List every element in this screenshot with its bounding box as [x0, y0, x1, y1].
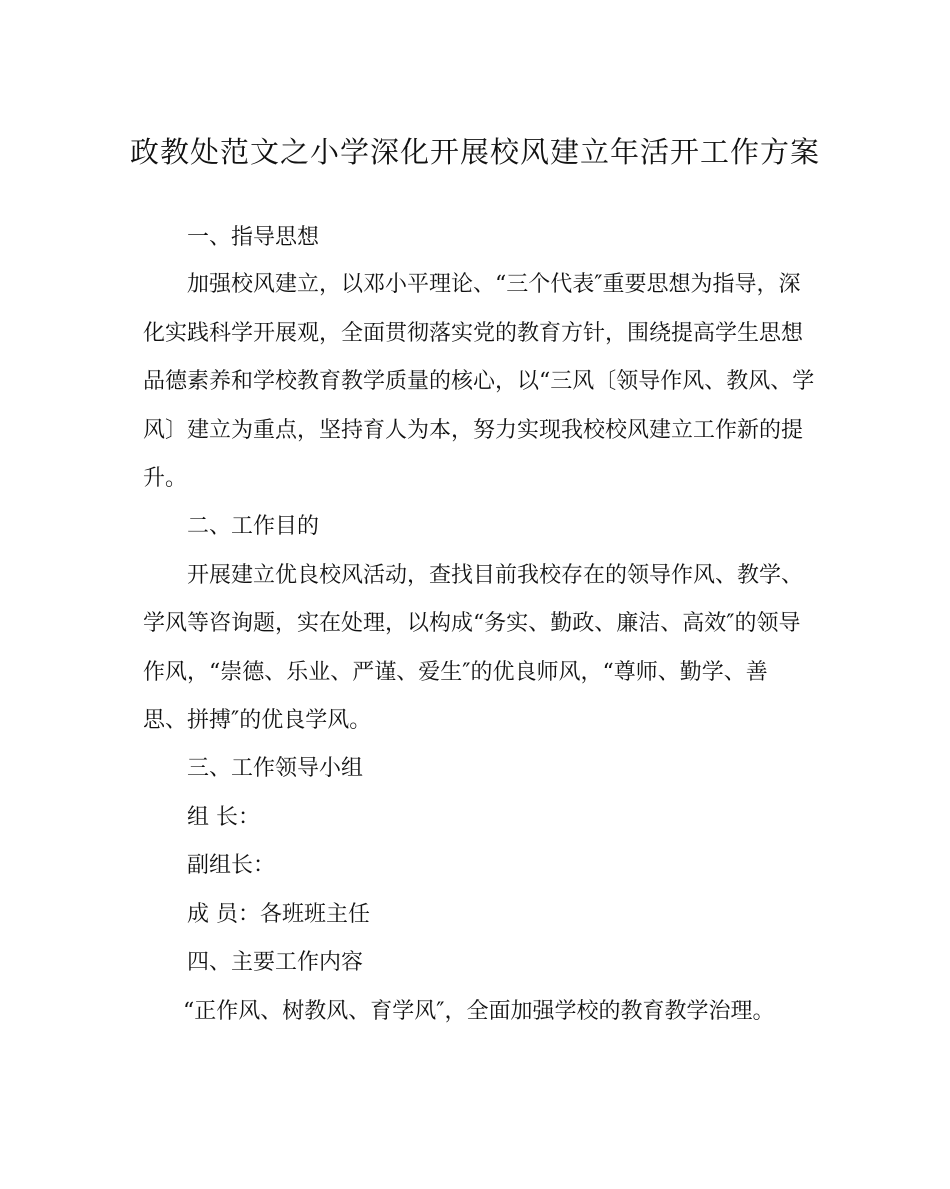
paragraph-line: “正作风、树教风、育学风″，全面加强学校的教育教学治理。 — [183, 999, 775, 1024]
paragraph-line: 化实践科学开展观，全面贯彻落实党的教育方针，围绕提高学生思想 — [143, 321, 804, 346]
document-title: 政教处范文之小学深化开展校风建立年活开工作方案 — [129, 135, 820, 169]
section-heading-main-content: 四、主要工作内容 — [187, 950, 364, 975]
paragraph-line: 开展建立优良校风活动，查找目前我校存在的领导作风、教学、 — [187, 563, 804, 588]
section-heading-work-goal: 二、工作目的 — [187, 514, 320, 539]
paragraph-line: 学风等咨询题，实在处理，以构成“务实、勤政、廉洁、高效″的领导 — [143, 611, 801, 636]
paragraph-line: 加强校风建立，以邓小平理论、“三个代表″重要思想为指导，深 — [187, 272, 801, 297]
paragraph-line: 作风，“崇德、乐业、严谨、爱生″的优良师风，“尊师、勤学、善 — [143, 660, 768, 685]
paragraph-line: 风〕建立为重点，坚持育人为本，努力实现我校校风建立工作新的提 — [143, 418, 804, 443]
paragraph-line: 升。 — [143, 466, 188, 491]
member-line-leader: 组 长： — [187, 805, 260, 830]
member-line-deputy: 副组长： — [187, 853, 276, 878]
member-line-members: 成 员：各班班主任 — [187, 902, 370, 927]
paragraph-line: 品德素养和学校教育教学质量的核心，以“三风〔领导作风、教风、学 — [143, 369, 815, 394]
paragraph-line: 思、拼搏″的优良学风。 — [143, 708, 372, 733]
section-heading-leadership-group: 三、工作领导小组 — [187, 756, 364, 781]
section-heading-guiding-thought: 一、指导思想 — [187, 225, 320, 250]
